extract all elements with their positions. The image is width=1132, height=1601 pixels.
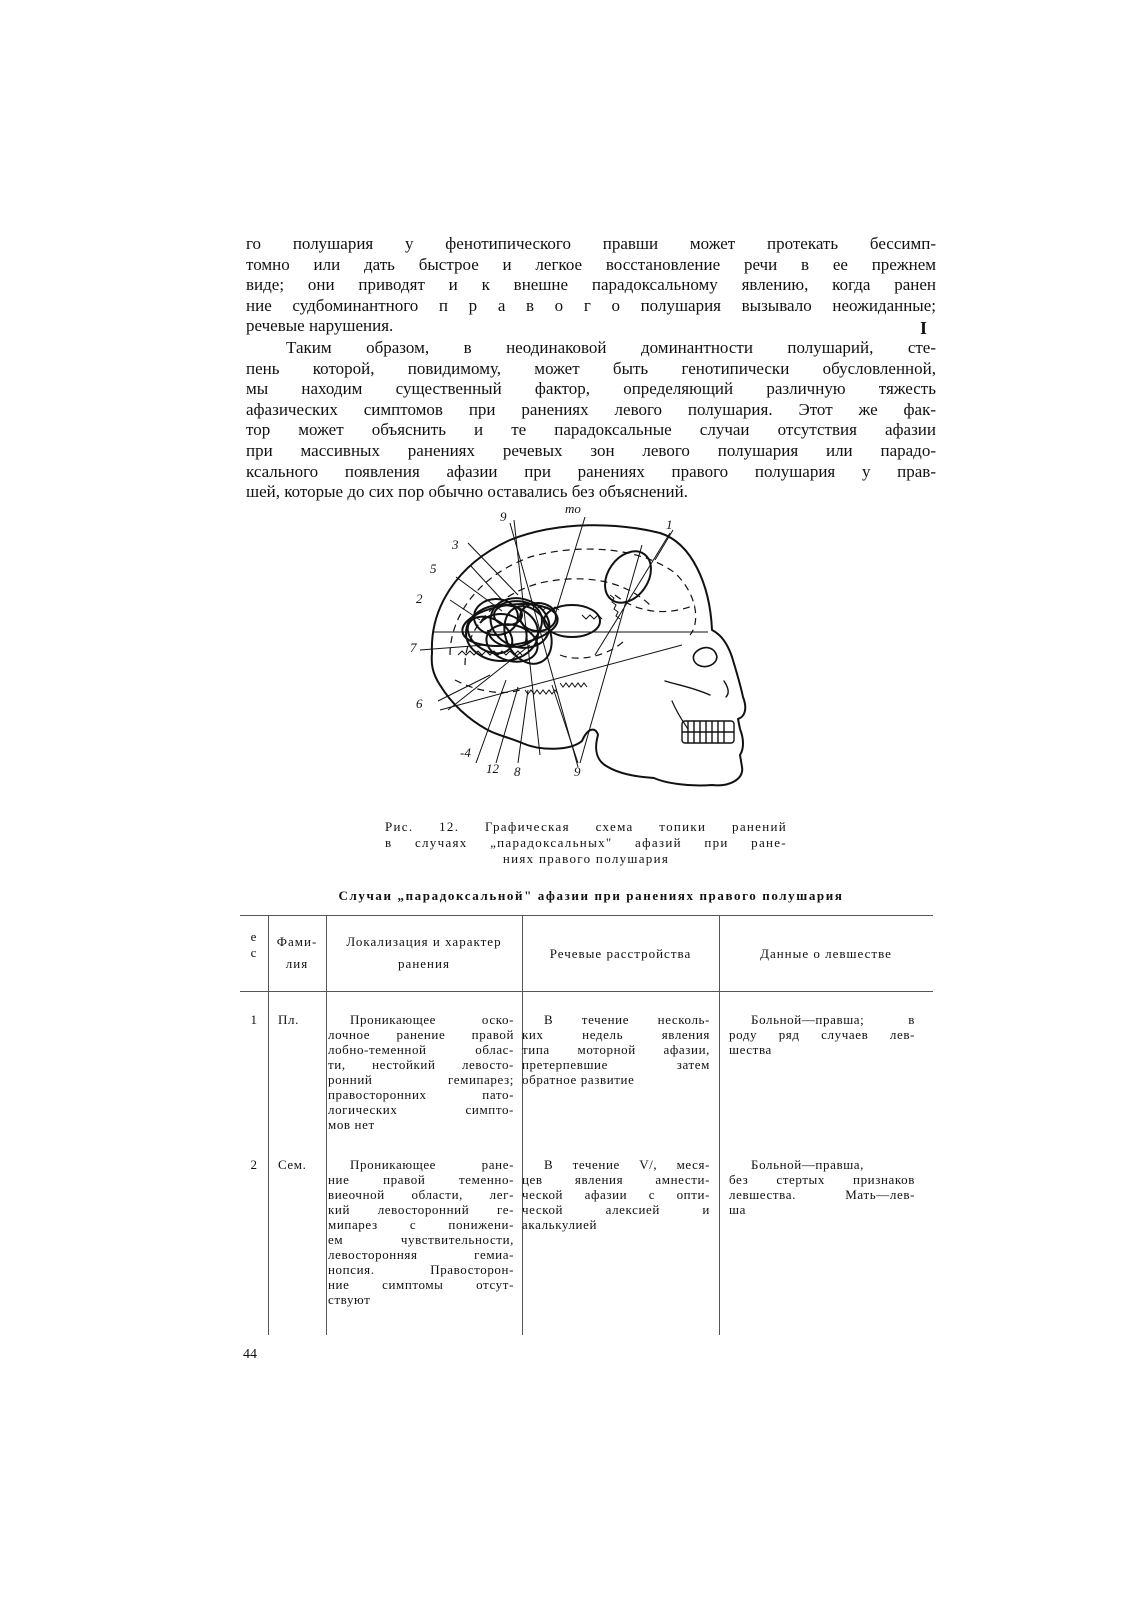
header-name: Фами- лия	[276, 934, 318, 971]
text-line: ческой алексией и	[522, 1202, 710, 1217]
text-line: логических симпто-	[328, 1102, 514, 1117]
row-1-lefthandedness	[729, 1012, 915, 1057]
caption-line: Рис. 12. Графическая схема топики ранений	[385, 819, 787, 834]
text-line: Проникающее оско-	[350, 1012, 514, 1027]
text-line: го полушария у фенотипического правши может протекать бессимп-	[246, 234, 936, 253]
text-line: ние правой теменно-	[328, 1172, 514, 1187]
row-2-speech	[522, 1157, 710, 1232]
text-line: ша	[729, 1202, 746, 1217]
label-3: 3	[452, 537, 459, 552]
label-to: то	[565, 505, 581, 516]
label-1: 1	[666, 517, 673, 532]
text-line: левшества. Мать—лев-	[729, 1187, 915, 1202]
label-9-bottom: 9	[574, 764, 581, 779]
text-line: роду ряд случаев лев-	[729, 1027, 915, 1042]
text-line: претерпевшие затем	[522, 1057, 710, 1072]
text-line: мов нет	[328, 1117, 375, 1132]
row-2-name: Сем.	[278, 1157, 307, 1172]
text-line: ствуют	[328, 1292, 371, 1307]
skull-diagram	[410, 505, 790, 810]
text-line: кий левосторонний ге-	[328, 1202, 514, 1217]
text-line: виде; они приводят и к внешне парадоксальному явлению, когда ранен	[246, 275, 936, 295]
table-top-rule	[240, 915, 933, 916]
label-8: 8	[514, 764, 521, 779]
row-2-num: 2	[250, 1157, 258, 1172]
header-num: е с	[250, 929, 258, 960]
label-9-top: 9	[500, 509, 507, 524]
text-line: афазических симптомов при ранениях левого полушария. Этот же фак-	[246, 399, 936, 419]
label-4: -4	[460, 745, 471, 760]
text-line: при массивных ранениях речевых зон левого полушария или парадо-	[246, 440, 936, 460]
row-1-name: Пл.	[278, 1012, 299, 1027]
row-1-speech	[522, 1012, 710, 1087]
label-12: 12	[486, 761, 499, 776]
paragraph-2	[246, 338, 936, 503]
text-line: Больной—правша; в	[751, 1012, 915, 1027]
text-line: В течение несколь-	[544, 1012, 710, 1027]
text-line: пень которой, повидимому, может быть генотипически обусловленной,	[246, 358, 936, 378]
text-line: лобно-теменной облас-	[328, 1042, 514, 1057]
text-line: ких недель явления	[522, 1027, 710, 1042]
row-2-lefthandedness	[729, 1157, 915, 1217]
paragraph-1	[246, 234, 936, 337]
text-line: обратное развитие	[522, 1072, 635, 1087]
text-line: без стертых признаков	[729, 1172, 915, 1187]
col-divider	[719, 915, 720, 1335]
figure-caption	[385, 819, 787, 867]
row-2-localization	[328, 1157, 514, 1307]
text-line: левосторонняя гемиа-	[328, 1247, 514, 1262]
header-localization: Локализация и характер ранения	[346, 934, 502, 971]
label-2: 2	[416, 591, 423, 606]
text-line: Больной—правша,	[751, 1157, 865, 1172]
text-line: виеочной области, лег-	[328, 1187, 514, 1202]
col-divider	[268, 915, 269, 1335]
text-line: Таким образом, в неодинаковой доминантности полушарий, сте-	[286, 338, 936, 357]
text-line: ронний гемипарез;	[328, 1072, 514, 1087]
page-number: 44	[243, 1347, 257, 1362]
text-line: В течение V/, меся-	[544, 1157, 710, 1172]
col-divider	[326, 915, 327, 1335]
col-divider	[522, 915, 523, 1335]
text-line: ние судбоминантного п р а в о г о полушария вызывало неожиданные;	[246, 295, 936, 315]
row-1-localization	[328, 1012, 514, 1132]
header-lefthandedness: Данные о левшестве	[760, 946, 892, 961]
text-line: мипарез с понижени-	[328, 1217, 514, 1232]
text-line: тор может объяснить и те парадоксальные случаи отсутствия афазии	[246, 420, 936, 440]
caption-line: в случаях „парадоксальных" афазий при ране-	[385, 835, 787, 850]
text-line: ксального появления афазии при ранениях правого полушария у прав-	[246, 461, 936, 481]
text-line: томно или дать быстрое и легкое восстановление речи в ее прежнем	[246, 254, 936, 274]
text-line: ти, нестойкий левосто-	[328, 1057, 514, 1072]
text-line: акалькулией	[522, 1217, 598, 1232]
text-line: ческой афазии с опти-	[522, 1187, 710, 1202]
label-5: 5	[430, 561, 437, 576]
text-line: речевые нарушения.	[246, 316, 394, 336]
text-line: Проникающее ране-	[350, 1157, 514, 1172]
header-speech: Речевые расстройства	[549, 946, 692, 961]
table-title: Случаи „парадоксальной" афазии при ранениях правого полушария	[338, 888, 844, 903]
text-line: нопсия. Правосторон-	[328, 1262, 514, 1277]
text-line: ем чувствительности,	[328, 1232, 514, 1247]
text-line: ние симптомы отсут-	[328, 1277, 514, 1292]
text-line: типа моторной афазии,	[522, 1042, 710, 1057]
text-line: цев явления амнести-	[522, 1172, 710, 1187]
text-line: мы находим существенный фактор, определяющий различную тяжесть	[246, 379, 936, 399]
caption-line: ниях правого полушария	[502, 851, 670, 866]
text-line: лочное ранение правой	[328, 1027, 514, 1042]
aphasia-cases-table	[240, 915, 933, 1335]
row-1-num: 1	[250, 1012, 258, 1027]
text-line: правосторонних пато-	[328, 1087, 514, 1102]
text-line: шества	[729, 1042, 772, 1057]
text-line: шей, которые до сих пор обычно оставались без объяснений.	[246, 482, 688, 502]
table-header-rule	[240, 991, 933, 992]
margin-mark: I	[920, 318, 928, 338]
label-6: 6	[416, 696, 423, 711]
label-7: 7	[410, 640, 417, 655]
